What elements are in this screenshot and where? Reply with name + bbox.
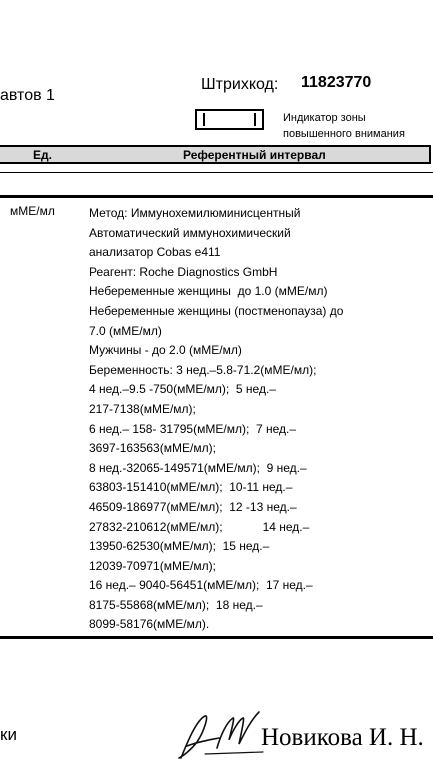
- footer-label: ки: [0, 725, 17, 744]
- reference-line: 63803-151410(мМЕ/мл); 10-11 нед.–: [89, 480, 293, 495]
- reference-line: 12039-70971(мМЕ/мл);: [89, 558, 216, 573]
- reference-line: 16 нед.– 9040-56451(мМЕ/мл); 17 нед.–: [89, 578, 313, 593]
- reference-interval-cell: [89, 204, 343, 635]
- attention-zone-indicator-icon: [195, 109, 264, 130]
- reference-line: 4 нед.–9.5 -750(мМЕ/мл); 5 нед.–: [89, 382, 276, 397]
- reference-line: анализатор Cobas e411: [89, 245, 221, 260]
- column-header-unit: Ед.: [33, 148, 52, 162]
- reference-line: 8175-55868(мМЕ/мл); 18 нед.–: [89, 597, 263, 612]
- reference-line: Реагент: Roche Diagnostics GmbH: [89, 264, 278, 279]
- doctor-name: Новикова И. Н.: [261, 724, 424, 751]
- department-label: автов 1: [0, 87, 55, 104]
- divider: [0, 172, 433, 173]
- barcode-label: Штрихкод:: [201, 76, 279, 93]
- reference-line: Метод: Иммунохемилюминисцентный: [89, 206, 301, 220]
- reference-line: 46509-186977(мМЕ/мл); 12 -13 нед.–: [89, 499, 297, 514]
- reference-line: Беременность: 3 нед.–5.8-71.2(мМЕ/мл);: [89, 362, 317, 377]
- reference-line: Небеременные женщины до 1.0 (мМЕ/мл): [89, 284, 328, 299]
- reference-line: 8 нед.-32065-149571(мМЕ/мл); 9 нед.–: [89, 460, 307, 475]
- unit-cell: мМЕ/мл: [10, 204, 55, 218]
- reference-line: 3697-163563(мМЕ/мл);: [89, 441, 216, 456]
- reference-line: 8099-58176(мМЕ/мл).: [89, 617, 210, 632]
- divider: [0, 195, 433, 198]
- reference-line: Небеременные женщины (постменопауза) до: [89, 303, 344, 318]
- handwritten-signature: [175, 708, 267, 764]
- attention-zone-indicator-label: Индикатор зоны повышенного внимания: [283, 112, 405, 140]
- reference-line: 7.0 (мМЕ/мл): [89, 323, 162, 338]
- column-header-reference: Референтный интервал: [183, 148, 326, 162]
- reference-line: 6 нед.– 158- 31795(мМЕ/мл); 7 нед.–: [89, 421, 296, 436]
- reference-line: 27832-210612(мМЕ/мл); 14 нед.–: [89, 519, 310, 534]
- reference-line: 13950-62530(мМЕ/мл); 15 нед.–: [89, 539, 270, 554]
- reference-line: Мужчины - до 2.0 (мМЕ/мл): [89, 343, 242, 358]
- reference-line: Автоматический иммунохимический: [89, 225, 291, 240]
- barcode-value: 11823770: [301, 74, 372, 91]
- reference-line: 217-7138(мМЕ/мл);: [89, 401, 196, 416]
- divider: [0, 636, 433, 639]
